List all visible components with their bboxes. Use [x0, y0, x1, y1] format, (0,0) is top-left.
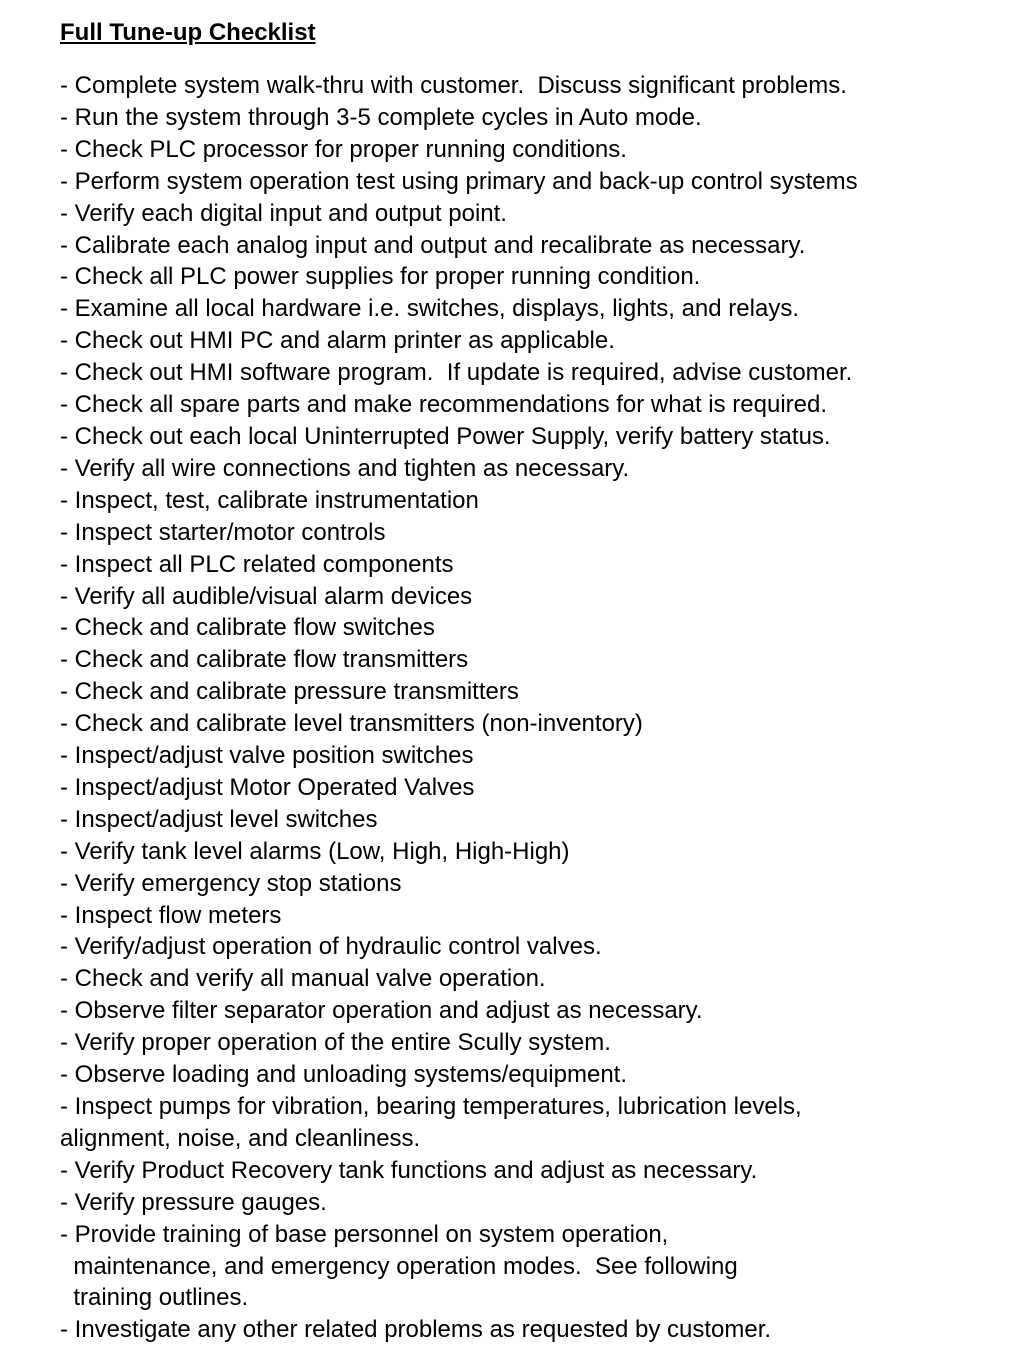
checklist-item: - Inspect/adjust Motor Operated Valves [60, 773, 475, 801]
checklist-item: - Verify pressure gauges. [60, 1188, 327, 1216]
page-title: Full Tune-up Checklist [60, 19, 316, 46]
checklist-item: - Verify Product Recovery tank functions and adjust as necessary. [60, 1156, 758, 1184]
checklist-item: - Check all spare parts and make recommendations for what is required. [60, 391, 828, 419]
checklist-item: training outlines. [60, 1284, 249, 1312]
checklist-item: - Verify all wire connections and tighten as necessary. [60, 454, 630, 482]
checklist-item: - Investigate any other related problems as requested by customer. [60, 1316, 772, 1344]
checklist-item: - Perform system operation test using primary and back-up control systems [60, 167, 858, 195]
checklist-item: - Check and calibrate level transmitters (non-inventory) [60, 710, 643, 738]
checklist-item: - Observe filter separator operation and adjust as necessary. [60, 997, 703, 1025]
checklist-item: - Check out each local Uninterrupted Power Supply, verify battery status. [60, 422, 831, 450]
checklist-item: - Verify emergency stop stations [60, 869, 402, 897]
checklist-item: - Verify proper operation of the entire Scully system. [60, 1029, 611, 1057]
checklist-item: maintenance, and emergency operation modes. See following [60, 1252, 738, 1280]
checklist-item: - Check out HMI PC and alarm printer as applicable. [60, 327, 615, 355]
checklist-item: - Provide training of base personnel on system operation, [60, 1220, 669, 1248]
checklist-items [60, 70, 1000, 1346]
checklist-item: - Run the system through 3-5 complete cycles in Auto mode. [60, 103, 702, 131]
checklist-item: - Verify tank level alarms (Low, High, High-High) [60, 837, 570, 865]
checklist-item: - Inspect pumps for vibration, bearing temperatures, lubrication levels, [60, 1093, 802, 1120]
checklist-item: alignment, noise, and cleanliness. [60, 1124, 421, 1152]
checklist-item: - Calibrate each analog input and output and recalibrate as necessary. [60, 231, 806, 259]
checklist-item: - Inspect/adjust level switches [60, 805, 378, 833]
checklist-item: - Complete system walk-thru with customer. Discuss significant problems. [60, 72, 847, 99]
checklist-document [60, 16, 1000, 1346]
checklist-item: - Check out HMI software program. If update is required, advise customer. [60, 359, 853, 387]
checklist-item: - Inspect/adjust valve position switches [60, 742, 474, 770]
checklist-item: - Inspect starter/motor controls [60, 518, 386, 546]
checklist-item: - Check PLC processor for proper running conditions. [60, 135, 627, 163]
checklist-item: - Check and calibrate flow switches [60, 614, 435, 642]
checklist-item: - Verify/adjust operation of hydraulic control valves. [60, 933, 602, 961]
checklist-item: - Check and calibrate flow transmitters [60, 646, 469, 674]
checklist-item: - Check and calibrate pressure transmitters [60, 678, 519, 706]
checklist-item: - Verify all audible/visual alarm devices [60, 582, 473, 610]
checklist-item: - Inspect, test, calibrate instrumentation [60, 486, 479, 514]
checklist-item: - Observe loading and unloading systems/equipment. [60, 1061, 627, 1089]
checklist-item: - Examine all local hardware i.e. switches, displays, lights, and relays. [60, 295, 799, 323]
checklist-item: - Inspect flow meters [60, 901, 282, 929]
checklist-item: - Check all PLC power supplies for proper running condition. [60, 263, 701, 291]
checklist-item: - Check and verify all manual valve operation. [60, 965, 546, 993]
checklist-item: - Inspect all PLC related components [60, 550, 454, 578]
checklist-item: - Verify each digital input and output point. [60, 199, 507, 227]
